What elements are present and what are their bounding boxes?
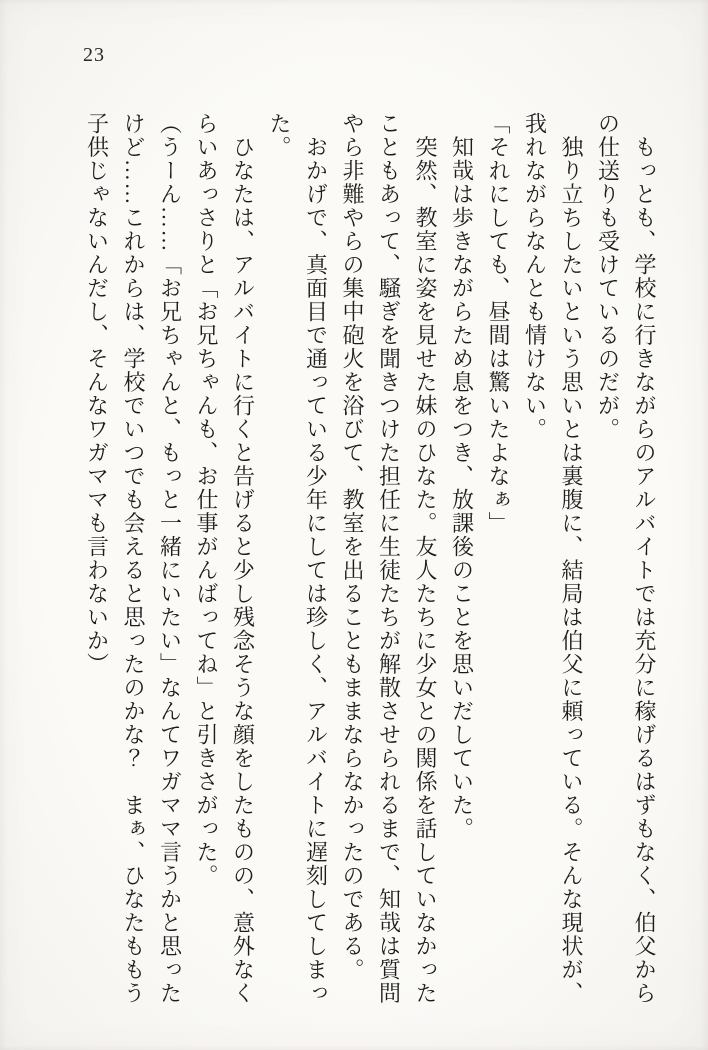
text-line-16: 子供じゃないんだし、そんなワガママも言わないか） — [84, 112, 110, 676]
text-line-4: 我れながらなんとも情けない。 — [522, 112, 548, 441]
text-line-3: 独り立ちしたいという思いとは裏腹に、結局は伯父に頼っている。そんな現状が、 — [559, 112, 584, 1005]
text-line-15: けど……これからは、学校でいつでも会えると思ったのかな？ まぁ、ひなたももう — [121, 112, 146, 1005]
text-line-12: ひなたは、アルバイトに行くと告げると少し残念そうな顔をしたものの、意外なく — [230, 112, 256, 1005]
text-line-11: た。 — [267, 112, 292, 159]
text-line-14: （うーん……「お兄ちゃんと、もっと一緒にいたい」なんてワガママ言うかと思った — [157, 112, 183, 1005]
text-line-5: 「それにしても、昼間は驚いたよなぁ」 — [486, 112, 511, 535]
text-line-7: 突然、教室に姿を見せた妹のひなた。友人たちに少女との関係を話していなかった — [413, 112, 438, 1005]
text-line-10: おかげで、真面目で通っている少年にしては珍しく、アルバイトに遅刻してしまっ — [303, 112, 329, 1005]
text-line-13: らいあっさりと「お兄ちゃんも、お仕事がんばってね」と引きさがった。 — [194, 112, 219, 888]
text-line-9: やら非難やらの集中砲火を浴びて、教室を出ることもままならなかったのである。 — [340, 112, 365, 982]
page-number: 23 — [83, 44, 105, 66]
text-line-1: もっとも、学校に行きながらのアルバイトでは充分に稼げるはずもなく、伯父から — [632, 112, 657, 1005]
text-area — [78, 112, 662, 1017]
text-line-2: の仕送りも受けているのだが。 — [595, 112, 621, 441]
text-line-8: こともあって、騒ぎを聞きつけた担任に生徒たちが解散させられるまで、知哉は質問 — [376, 112, 402, 1005]
text-line-6: 知哉は歩きながらため息をつき、放課後のことを思いだしていた。 — [449, 112, 475, 841]
